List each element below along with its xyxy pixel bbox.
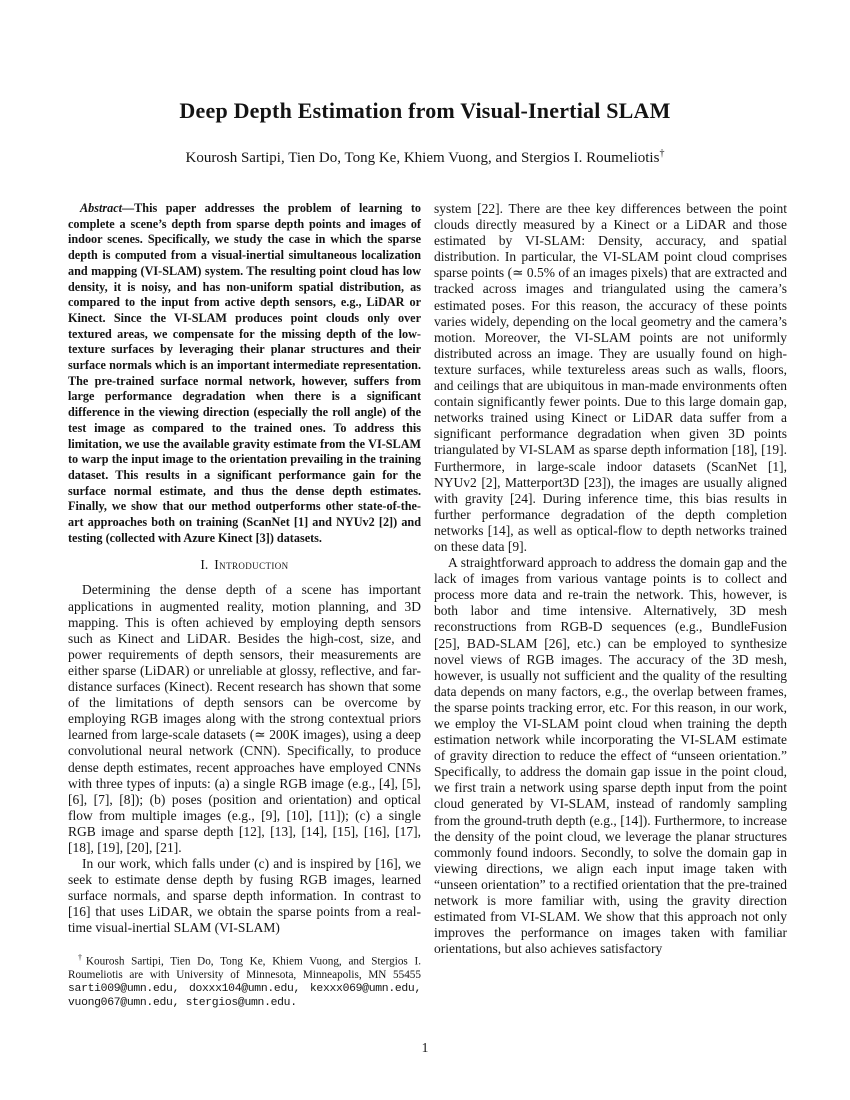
abstract — [68, 201, 421, 546]
page-number: 1 — [421, 1040, 429, 1055]
intro-paragraph-4: A straightforward approach to address the domain gap and the lack of images from various vantage points is to collect and process more data and re-train the network. This, however, is both labor and time intensive. Alternatively, 3D mesh reconstructions from RGB-D sequences (e.g., BundleFusion [25], BAD-SLAM [26], etc.) can be employed to synthesize novel views of RGB images. The accuracy of the 3D mesh, however, is usually not sufficient and the quality of the resulting data depends on many factors, e.g., the overlap between frames, the sparse points tracking error, etc. For this reason, in our work, we employ the VI-SLAM point cloud when training the depth estimation network while incorporating the VI-SLAM estimate of gravity direction to reduce the effect of “unseen orientation.” Specifically, to address the domain gap issue in the point cloud, we first train a network using sparse depth input from the point cloud generated by VI-SLAM, instead of randomly sampling from the ground-truth depth (e.g., [14]). Furthermore, to increase the density of the point cloud, we leverage the planar structures commonly found indoors. Secondly, to solve the domain gap in viewing directions, we align each input image taken with “unseen orientation” to a rectified orientation that the pre-trained network is more familiar with, using the gravity direction estimated from VI-SLAM. We show that this approach not only improves the performance on images taken with familiar orientations, but also achieves satisfactory — [434, 555, 787, 957]
author-footnote — [68, 951, 421, 1011]
author-dagger: † — [659, 148, 665, 159]
intro-paragraph-2: In our work, which falls under (c) and is inspired by [16], we seek to estimate dense depth by fusing RGB images, learned surface normals, and sparse depth information. In contrast to [16] that uses LiDAR, we obtain the sparse points from a real-time visual-inertial SLAM (VI-SLAM) — [68, 856, 421, 936]
section-number: I. — [200, 557, 209, 573]
footnote-dagger: † — [78, 952, 86, 962]
intro-paragraph-1: Determining the dense depth of a scene has important applications in augmented reality, motion planning, and 3D mapping. This is often achieved by employing depth sensors such as Kinect and LiDAR. Besides the high-cost, size, and power requirements of depth sensors, their measurements are either sparse (LiDAR) or unreliable at glossy, reflective, and far-distance surfaces (Kinect). Recent research has shown that some of the limitations of depth sensors can be overcome by employing RGB images along with the strong contextual priors learned from large-scale datasets (≃ 200K images), using a deep convolutional neural network (CNN). Specifically, to produce dense depth estimates, recent approaches have employed CNNs with three types of inputs: (a) a single RGB image (e.g., [4], [5], [6], [7], [8]); (b) poses (position and orientation) and optical flow from multiple images (e.g., [9], [10], [11]); (c) a single RGB image and sparse depth [12], [13], [14], [15], [16], [17], [18], [19], [20], [21]. — [68, 582, 421, 855]
section-title: Introduction — [214, 557, 289, 573]
section-heading-introduction — [68, 557, 421, 573]
footnote-text: Kourosh Sartipi, Tien Do, Tong Ke, Khiem Vuong, and Stergios I. Roumeliotis are with University of Minnesota, Minneapolis, MN 55455 — [68, 955, 422, 981]
intro-paragraph-3: system [22]. There are thee key differences between the point clouds directly measured by a Kinect or a LiDAR and those estimated by VI-SLAM: Density, accuracy, and spatial distribution. In particular, the VI-SLAM point cloud comprises sparse points (≃ 0.5% of an images pixels) that are extracted and tracked across images and triangulated using the camera’s estimated poses. For this reason, the accuracy of these points varies widely, depending on the local geometry and the camera’s motion. Moreover, the VI-SLAM points are not uniformly distributed across an image. They are usually found on high-texture surfaces, while textureless areas such as walls, floors, and ceilings that are ubiquitous in man-made environments often contain significantly fewer points. Due to this large domain gap, networks trained using Kinect or LiDAR data suffer from a significant performance degradation when given 3D points triangulated by VI-SLAM as sparse depth information [18], [19]. Furthermore, in large-scale indoor datasets (ScanNet [1], NYUv2 [2], Matterport3D [23]), the images are usually aligned with gravity [24]. During inference time, this bias results in further performance degradation of the depth completion networks [14], as well as optical-flow to depth networks trained on these data [9]. — [434, 201, 787, 554]
author-line — [0, 148, 850, 167]
abstract-text: This paper addresses the problem of learning to complete a scene’s depth from sparse depth points and images of indoor scenes. Specifically, we study the case in which the sparse depth is computed from a visual-inertial simultaneous localization and mapping (VI-SLAM) system. The resulting point cloud has low density, it is noisy, and has non-uniform spatial distribution, as compared to the input from active depth sensors, e.g., LiDAR or Kinect. Since the VI-SLAM produces point clouds only over textured areas, we compensate for the missing depth of the low-texture surfaces by leveraging their planar structures and their surface normals which is an important intermediate representation. The pre-trained surface normal network, however, suffers from large performance degradation when there is a significant difference in the viewing direction (especially the roll angle) of the test image as compared to the trained ones. To address this limitation, we use the available gravity estimate from the VI-SLAM to warp the input image to the orientation prevailing in the training dataset. This results in a significant performance gain for the surface normal estimate, and thus the dense depth estimates. Finally, we show that our method outperforms other state-of-the-art approaches both on training (ScanNet [1] and NYUv2 [2]) and testing (collected with Azure Kinect [3]) datasets. — [68, 201, 421, 545]
paper-title: Deep Depth Estimation from Visual-Inertial SLAM — [179, 98, 671, 123]
footnote-emails: sarti009@umn.edu, doxxx104@umn.edu, kexxx069@umn.edu, vuong067@umn.edu, stergios@umn.edu. — [68, 982, 421, 1010]
left-column — [68, 201, 421, 1010]
right-column — [434, 201, 787, 957]
abstract-label: Abstract— — [80, 201, 135, 215]
author-names: Kourosh Sartipi, Tien Do, Tong Ke, Khiem Vuong, and Stergios I. Roumeliotis — [185, 150, 660, 166]
